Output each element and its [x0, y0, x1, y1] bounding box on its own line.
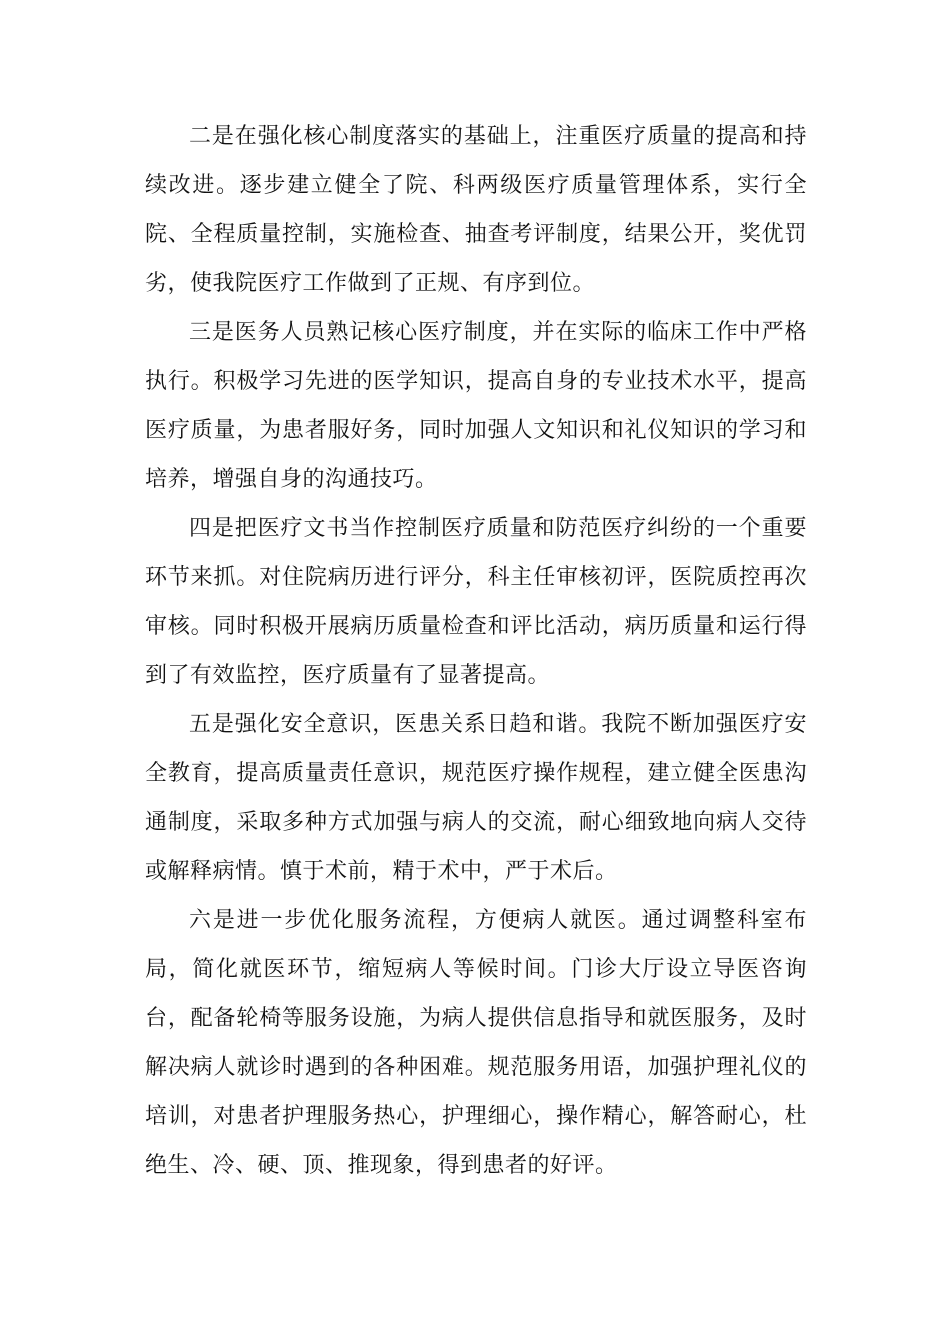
paragraph-5: 五是强化安全意识，医患关系日趋和谐。我院不断加强医疗安全教育，提高质量责任意识，规范医疗操作规程，建立健全医患沟通制度，采取多种方式加强与病人的交流，耐心细致地向病人交待或解释病情。慎于术前，精于术中，严于术后。 [145, 712, 807, 884]
paragraph-4: 四是把医疗文书当作控制医疗质量和防范医疗纠纷的一个重要环节来抓。对住院病历进行评分，科主任审核初评，医院质控再次审核。同时积极开展病历质量检查和评比活动，病历质量和运行得到了有效监控，医疗质量有了显著提高。 [145, 516, 807, 688]
paragraph-3: 三是医务人员熟记核心医疗制度，并在实际的临床工作中严格执行。积极学习先进的医学知识，提高自身的专业技术水平，提高医疗质量，为患者服好务，同时加强人文知识和礼仪知识的学习和培养，增强自身的沟通技巧。 [145, 320, 807, 492]
paragraph-6: 六是进一步优化服务流程，方便病人就医。通过调整科室布局，简化就医环节，缩短病人等候时间。门诊大厅设立导医咨询台，配备轮椅等服务设施，为病人提供信息指导和就医服务，及时解决病人就诊时遇到的各种困难。规范服务用语，加强护理礼仪的培训，对患者护理服务热心，护理细心，操作精心，解答耐心，杜绝生、冷、硬、顶、推现象，得到患者的好评。 [145, 908, 807, 1178]
paragraph-2: 二是在强化核心制度落实的基础上，注重医疗质量的提高和持续改进。逐步建立健全了院、科两级医疗质量管理体系，实行全院、全程质量控制，实施检查、抽查考评制度，结果公开，奖优罚劣，使我院医疗工作做到了正规、有序到位。 [145, 124, 807, 296]
document-body [145, 112, 807, 1190]
